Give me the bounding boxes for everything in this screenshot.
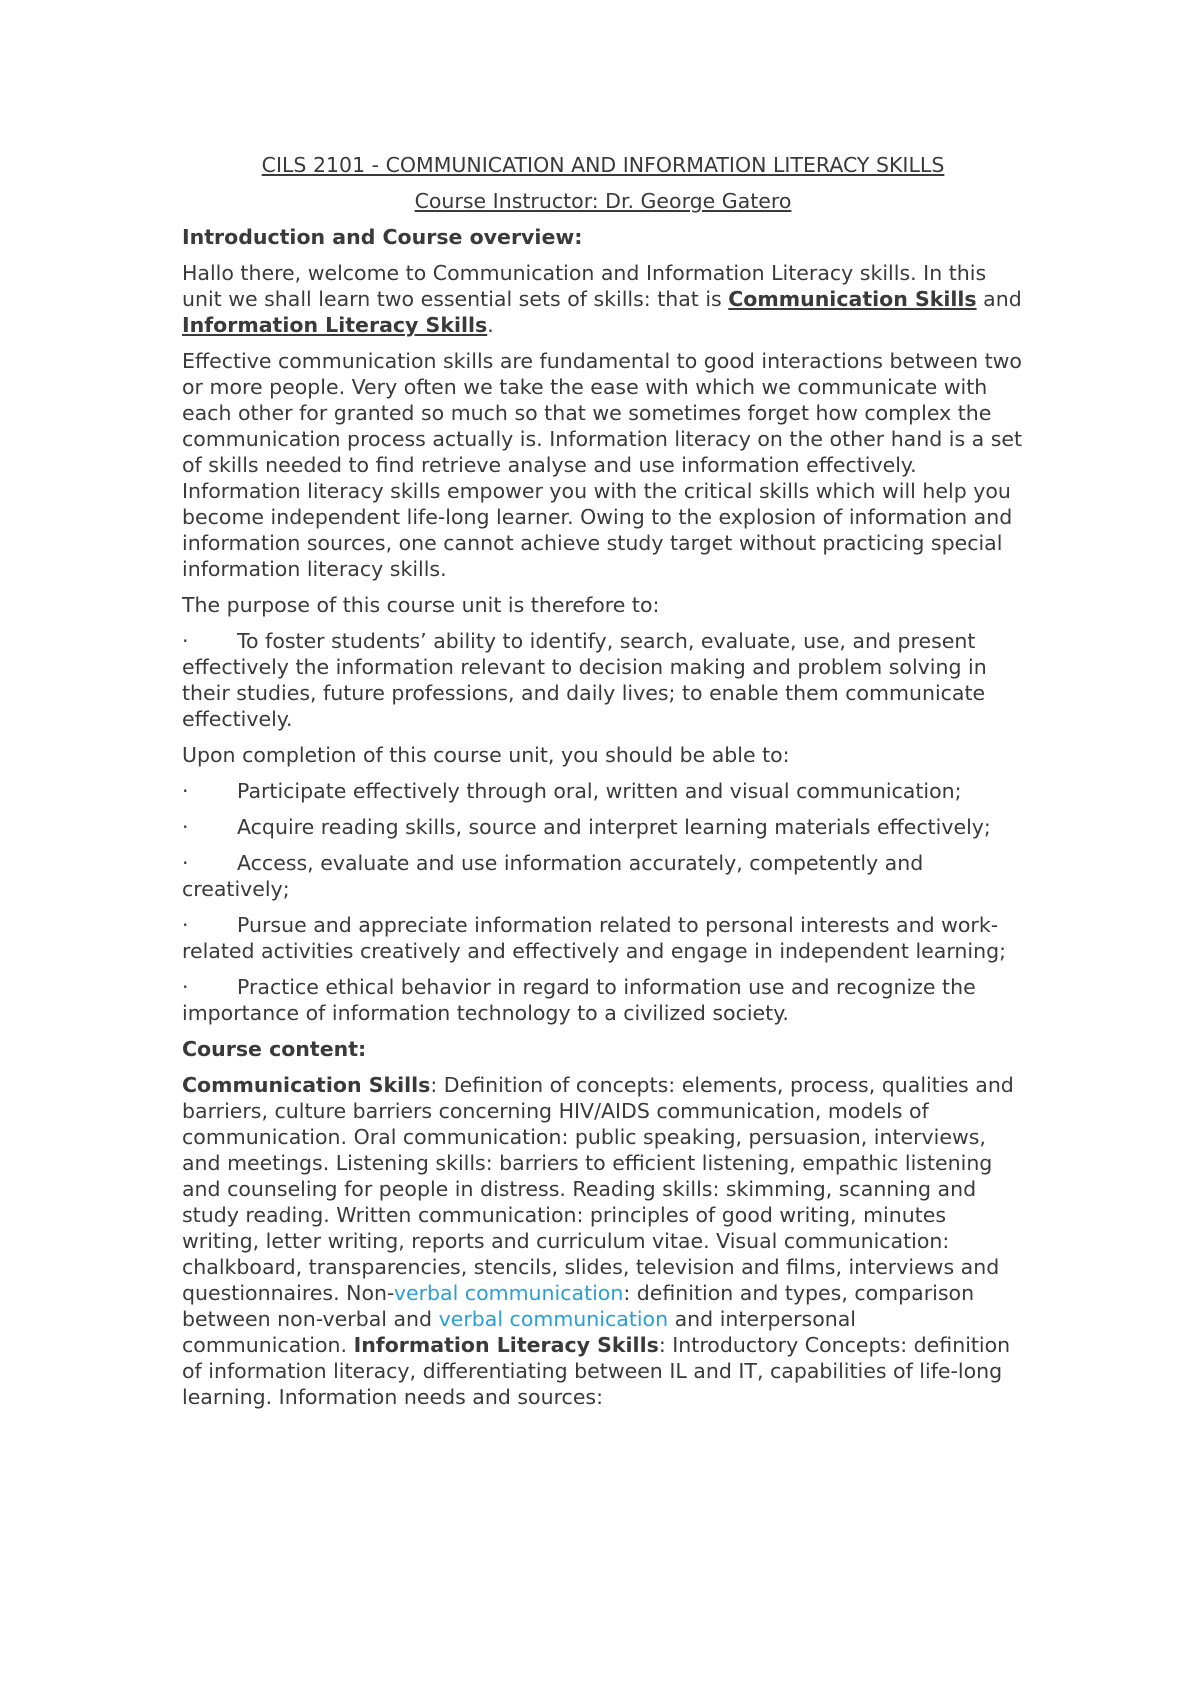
outcome-item: · Pursue and appreciate information related to personal interests and work-related activities creatively and effectively and engage in independent learning; <box>182 913 1006 963</box>
verbal-communication-link[interactable]: verbal communication <box>438 1307 669 1331</box>
purpose-item: · To foster students’ ability to identify, search, evaluate, use, and present effectively the information relevant to decision making and problem solving in their studies, future professions, and daily lives; to enable them communicate effectively. <box>182 629 987 731</box>
bullet-icon: · <box>182 913 189 937</box>
course-content-heading: Course content: <box>182 1037 367 1061</box>
bullet-icon: · <box>182 851 189 875</box>
document-page <box>182 152 1024 1420</box>
term-communication-skills: Communication Skills <box>728 287 977 311</box>
instructor-line: Course Instructor: Dr. George Gatero <box>414 189 792 213</box>
intro-paragraph: Effective communication skills are fundamental to good interactions between two or more people. Very often we take the ease with which we communicate with each other for granted so much so that we sometimes forget how complex the communication process actually is. Information literacy on the other hand is a set of skills needed to find retrieve analyse and use information effectively. Information literacy skills empower you with the critical skills which will help you become independent life-long learner. Owing to the explosion of information and information sources, one cannot achieve study target without practicing special information literacy skills. <box>182 349 1023 581</box>
information-literacy-skills-label: Information Literacy Skills <box>353 1333 659 1357</box>
bullet-icon: · <box>182 815 189 839</box>
bullet-icon: · <box>182 975 189 999</box>
outcome-item: · Practice ethical behavior in regard to information use and recognize the importance of information technology to a civilized society. <box>182 975 976 1025</box>
purpose-lead: The purpose of this course unit is therefore to: <box>182 593 660 617</box>
communication-skills-label: Communication Skills <box>182 1073 431 1097</box>
welcome-paragraph: Hallo there, welcome to Communication and Information Literacy skills. In this unit we shall learn two essential sets of skills: that is Communication Skills and Information Literacy Skills. <box>182 261 1022 337</box>
bullet-icon: · <box>182 629 189 653</box>
document-title: CILS 2101 - COMMUNICATION AND INFORMATION LITERACY SKILLS <box>261 153 945 177</box>
verbal-communication-link[interactable]: verbal communication <box>393 1281 624 1305</box>
outcome-item: · Access, evaluate and use information accurately, competently and creatively; <box>182 851 924 901</box>
course-content-paragraph: Communication Skills: Definition of concepts: elements, process, qualities and barriers, culture barriers concerning HIV/AIDS communication, models of communication. Oral communication: public speaking, persuasion, interviews, and meetings. Listening skills: barriers to efficient listening, empathic listening and counseling for people in distress. Reading skills: skimming, scanning and study reading. Written communication: principles of good writing, minutes writing, letter writing, reports and curriculum vitae. Visual communication: chalkboard, transparencies, stencils, slides, television and films, interviews and questionnaires. Non-verbal communication: definition and types, comparison between non-verbal and verbal communication and interpersonal communication. Information Literacy Skills: Introductory Concepts: definition of information literacy, differentiating between IL and IT, capabilities of life-long learning. Information needs and sources: <box>182 1073 1014 1409</box>
intro-heading: Introduction and Course overview: <box>182 225 583 249</box>
bullet-icon: · <box>182 779 189 803</box>
outcome-item: · Acquire reading skills, source and interpret learning materials effectively; <box>182 815 991 839</box>
outcome-item: · Participate effectively through oral, written and visual communication; <box>182 779 962 803</box>
term-information-literacy-skills: Information Literacy Skills <box>182 313 488 337</box>
outcomes-lead: Upon completion of this course unit, you should be able to: <box>182 743 790 767</box>
